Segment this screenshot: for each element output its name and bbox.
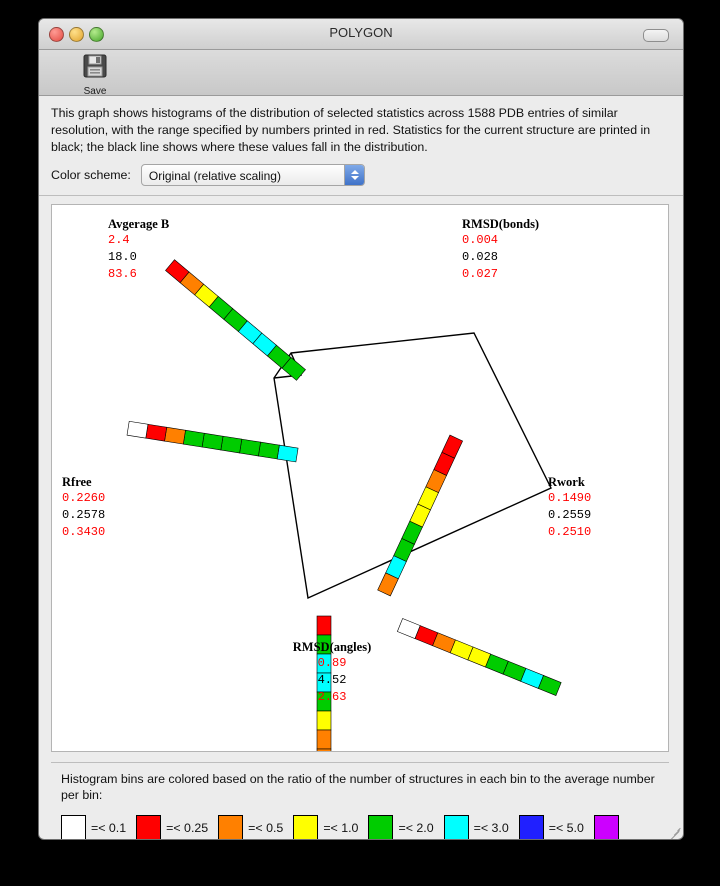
legend-item (368, 815, 433, 840)
chevron-updown-icon[interactable] (344, 165, 364, 185)
axis-min-value: 0.1490 (548, 491, 592, 505)
axis-max-value: 0.3430 (62, 525, 106, 539)
color-scheme-label: Color scheme: (51, 168, 131, 182)
axis-label-rmsd-angles (277, 640, 387, 706)
axis-max-value: 83.6 (108, 267, 137, 281)
axis-bar-avgerage-b (166, 260, 306, 381)
legend-label: =< 0.1 (91, 820, 127, 835)
axis-current-value: 0.028 (462, 250, 499, 264)
legend-items (57, 815, 663, 840)
axis-bar-rwork (397, 619, 561, 696)
axis-title: Rwork (548, 475, 585, 489)
axis-max-value: 0.2510 (548, 525, 592, 539)
axis-bar-rmsd-bonds (378, 435, 463, 596)
axis-min-value: 0.004 (462, 233, 499, 247)
application-window (38, 18, 684, 840)
legend-swatch-orange (218, 815, 243, 840)
color-scheme-row (39, 158, 683, 196)
axis-title: Avgerage B (108, 217, 170, 231)
legend-swatch-blue (519, 815, 544, 840)
legend-panel (51, 762, 669, 840)
axis-title: RMSD(bonds) (462, 217, 540, 231)
axis-title: Rfree (62, 475, 92, 489)
floppy-disk-icon (71, 52, 119, 85)
legend-item (519, 815, 584, 840)
axis-max-value: 2.63 (317, 690, 347, 704)
description-text: This graph shows histograms of the distribution of selected statistics across 1588 PDB entries of similar resolution, with the range specified by numbers printed in red. Statistics for the current structure are printed in black; the black line shows where these values fall in the distribution. (39, 96, 683, 158)
axis-min-value: 0.2260 (62, 491, 106, 505)
legend-item (136, 815, 208, 840)
axis-label-rwork (548, 475, 591, 541)
axis-label-rfree (62, 475, 105, 541)
legend-description: Histogram bins are colored based on the ratio of the number of structures in each bin to the average number per bin: (61, 772, 655, 802)
window-title: POLYGON (329, 25, 393, 40)
legend-swatch-red (136, 815, 161, 840)
legend-item (218, 815, 283, 840)
legend-swatch-purple (594, 815, 619, 840)
axis-max-value: 0.027 (462, 267, 499, 281)
color-scheme-select[interactable] (141, 164, 365, 186)
legend-item (444, 815, 509, 840)
legend-swatch-yellow (293, 815, 318, 840)
legend-item (293, 815, 358, 840)
resize-grip[interactable] (667, 823, 681, 837)
polygon-plot (51, 204, 669, 752)
legend-label: =< 2.0 (398, 820, 434, 835)
legend-item (61, 815, 126, 840)
legend-label: =< 5.0 (548, 820, 584, 835)
axis-min-value: 2.4 (108, 233, 130, 247)
title-bar (39, 19, 683, 50)
current-structure-polygon (274, 333, 551, 598)
axis-current-value: 4.52 (317, 673, 347, 687)
legend-item (594, 815, 624, 840)
save-button[interactable] (71, 52, 119, 97)
save-button-label: Save (83, 86, 107, 97)
axis-min-value: 0.89 (317, 656, 347, 670)
legend-swatch-white (61, 815, 86, 840)
axis-current-value: 0.2559 (548, 508, 592, 522)
legend-swatch-cyan (444, 815, 469, 840)
toolbar-toggle-icon[interactable] (643, 29, 669, 42)
color-scheme-selected-value: Original (relative scaling) (148, 169, 281, 183)
toolbar (39, 50, 683, 96)
axis-title: RMSD(angles) (292, 640, 372, 654)
axis-current-value: 18.0 (108, 250, 137, 264)
legend-label: =< 0.25 (166, 820, 209, 835)
axis-current-value: 0.2578 (62, 508, 106, 522)
legend-label: =< 3.0 (473, 820, 509, 835)
legend-label: =< 1.0 (323, 820, 359, 835)
axis-label-avgerage-b (108, 217, 169, 283)
legend-swatch-green (368, 815, 393, 840)
legend-label: =< 0.5 (248, 820, 284, 835)
axis-label-rmsd-bonds (462, 217, 539, 283)
axis-bar-rfree (127, 421, 298, 462)
